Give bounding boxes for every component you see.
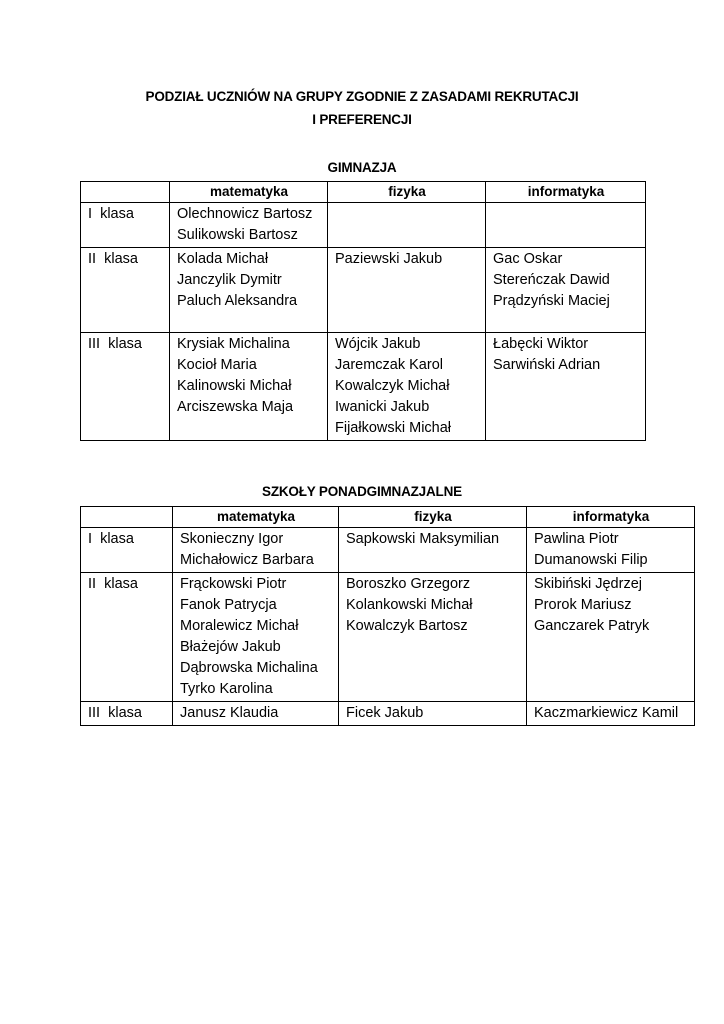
student-name: Stereńczak Dawid [493, 272, 610, 288]
student-name: Janczylik Dymitr [177, 272, 282, 288]
table-ponadgimnazjalne [80, 506, 695, 726]
table-row [81, 573, 695, 702]
student-name: Paluch Aleksandra [177, 293, 298, 309]
class-label: II klasa [81, 573, 173, 702]
student-name: Ficek Jakub [346, 705, 424, 721]
table-row [81, 702, 695, 726]
student-name: Skibiński Jędrzej [534, 576, 642, 592]
cell-fizyka [339, 573, 527, 702]
cell-matematyka [173, 528, 339, 573]
table-row [81, 248, 646, 333]
class-label: III klasa [81, 333, 170, 441]
cell-fizyka [328, 333, 486, 441]
student-name: Boroszko Grzegorz [346, 576, 471, 592]
table-row [81, 203, 646, 248]
student-name: Wójcik Jakub [335, 336, 421, 352]
column-header-informatyka: informatyka [486, 182, 646, 203]
class-label: I klasa [81, 203, 170, 248]
student-name: Pawlina Piotr [534, 531, 619, 547]
document-title-line-1: PODZIAŁ UCZNIÓW NA GRUPY ZGODNIE Z ZASADAMI REKRUTACJI [145, 89, 579, 104]
table-row [81, 333, 646, 441]
student-name: Michałowicz Barbara [180, 552, 314, 568]
student-name: Łabęcki Wiktor [493, 336, 589, 352]
student-name: Jaremczak Karol [335, 357, 443, 373]
student-name: Janusz Klaudia [180, 705, 279, 721]
student-name: Błażejów Jakub [180, 639, 281, 655]
student-name: Prorok Mariusz [534, 597, 632, 613]
student-name: Fijałkowski Michał [335, 420, 452, 436]
student-name: Kowalczyk Michał [335, 378, 450, 394]
cell-informatyka [486, 248, 646, 333]
student-name: Kalinowski Michał [177, 378, 292, 394]
student-name: Kowalczyk Bartosz [346, 618, 468, 634]
student-name: Gac Oskar [493, 251, 563, 267]
section-title-gimnazja: GIMNAZJA [327, 160, 397, 175]
cell-informatyka [486, 203, 646, 248]
student-name: Arciszewska Maja [177, 399, 294, 415]
class-label: I klasa [81, 528, 173, 573]
cell-matematyka [170, 248, 328, 333]
table-row [81, 528, 695, 573]
document-title-line-2: I PREFERENCJI [312, 112, 412, 127]
table-header-row [81, 182, 646, 203]
cell-informatyka [527, 702, 695, 726]
cell-matematyka [173, 573, 339, 702]
student-name: Moralewicz Michał [180, 618, 299, 634]
column-header-matematyka: matematyka [170, 182, 328, 203]
student-name: Prądzyński Maciej [493, 293, 610, 309]
student-name: Dumanowski Filip [534, 552, 648, 568]
student-name: Kocioł Maria [177, 357, 257, 373]
class-label: III klasa [81, 702, 173, 726]
student-name: Krysiak Michalina [177, 336, 290, 352]
cell-fizyka [339, 528, 527, 573]
student-name: Kolada Michał [177, 251, 269, 267]
student-name: Tyrko Karolina [180, 681, 273, 697]
table-header-row [81, 507, 695, 528]
column-header-informatyka: informatyka [527, 507, 695, 528]
cell-informatyka [527, 528, 695, 573]
student-name: Paziewski Jakub [335, 251, 443, 267]
student-name: Olechnowicz Bartosz [177, 206, 313, 222]
student-name: Fanok Patrycja [180, 597, 277, 613]
cell-matematyka [170, 333, 328, 441]
student-name: Iwanicki Jakub [335, 399, 430, 415]
student-name: Skonieczny Igor [180, 531, 284, 547]
cell-matematyka [170, 203, 328, 248]
section-title-ponadgimnazjalne: SZKOŁY PONADGIMNAZJALNE [262, 484, 462, 499]
column-header-klasa [81, 507, 173, 528]
column-header-fizyka: fizyka [339, 507, 527, 528]
student-name: Ganczarek Patryk [534, 618, 650, 634]
student-name: Kaczmarkiewicz Kamil [534, 705, 679, 721]
student-name: Sarwiński Adrian [493, 357, 601, 373]
column-header-matematyka: matematyka [173, 507, 339, 528]
table-gimnazja [80, 181, 646, 441]
cell-informatyka [527, 573, 695, 702]
cell-matematyka [173, 702, 339, 726]
student-name: Kolankowski Michał [346, 597, 473, 613]
column-header-fizyka: fizyka [328, 182, 486, 203]
student-name: Sulikowski Bartosz [177, 227, 298, 243]
cell-fizyka [328, 203, 486, 248]
student-name: Dąbrowska Michalina [180, 660, 318, 676]
cell-fizyka [339, 702, 527, 726]
cell-informatyka [486, 333, 646, 441]
student-name: Frąckowski Piotr [180, 576, 287, 592]
class-label: II klasa [81, 248, 170, 333]
column-header-klasa [81, 182, 170, 203]
student-name: Sapkowski Maksymilian [346, 531, 500, 547]
cell-fizyka [328, 248, 486, 333]
